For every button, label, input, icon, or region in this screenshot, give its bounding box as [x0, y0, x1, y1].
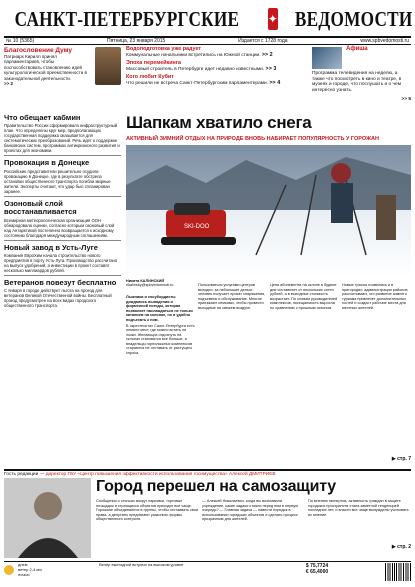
masthead	[4, 4, 411, 34]
top-left-ref: >> 2	[4, 81, 14, 87]
section-text: С января в городе действует льгота на проезд для ветеранов Великой Отечественной войны. Бесплатный проезд предусмотрен на всех видах городского общественного транспорта.	[4, 288, 112, 309]
teaser-item[interactable]	[126, 47, 308, 58]
svg-text:SKI-DOO: SKI-DOO	[184, 224, 210, 230]
teaser-item[interactable]	[126, 75, 308, 86]
footer-note: Вечер ежегодной встречи на высоком уровне	[99, 562, 184, 567]
continued-label: стр. 2	[397, 544, 411, 550]
main-continued-ref[interactable]: ▶ стр. 7	[391, 456, 411, 462]
body-paragraph: — Алексей Николаевич, когда вы возглавили учреждение, какие задачи стояли перед ним в первую очередь? — Главная задача — навести порядок в использовании городских объектов и сделать процесс прозрачным для жителей.	[202, 499, 299, 521]
body-paragraph: В окрестностях Санкт-Петербурга есть немало мест, где можно встать на лыжи. Желающих отдохнуть на склонах становится все больше, а владельцы горнолыжных комплексов стараются не отставать от растущего спроса.	[126, 323, 195, 355]
snowmobile-photo	[126, 145, 411, 277]
guest-text: — директор ГБУ «Центр повышения эффективности использования госимущества» Алексей ДМИТРИЕВ	[39, 471, 276, 477]
masthead-title-left: САНКТ-ПЕТЕРБУРГСКИЕ	[14, 6, 240, 31]
divider	[4, 240, 121, 241]
body-paragraph: По мнению экспертов, активность граждан в защите городских пространств стала заметной тенденцией последних лет, и власти все чаще вынуждены учитывать их мнение.	[308, 499, 409, 517]
patriarch-photo	[95, 47, 121, 85]
lead-paragraph: Лыжники и сноубордисты дождались выпадения и фирменной погоды, которая позволяет наслаждаться не только катанием на склонах, но и удобно подъехать к ним.	[126, 295, 193, 322]
divider	[4, 155, 121, 156]
top-left-teaser[interactable]	[4, 47, 121, 105]
teaser-ref: >> 4	[269, 79, 281, 86]
left-column	[4, 111, 121, 468]
rate-usd: $ 75,7724	[305, 563, 329, 569]
teaser-title: Водоподготовка уже радует	[126, 46, 202, 52]
afisha-thumbnail	[312, 47, 342, 69]
main-photo	[126, 145, 411, 277]
second-headline-wrap	[96, 478, 411, 498]
weather-block	[4, 563, 42, 577]
interview-photo	[4, 478, 91, 558]
section-title[interactable]: Что обещает кабмин	[4, 113, 81, 122]
body-column	[270, 283, 339, 456]
section-text: Российские представители решительно осудили провокацию в Донецке, где в результате обстрела остановки общественного транспорта погибли мирные жители. Эксперты считают, что удар был спланирован заранее.	[4, 168, 111, 194]
site-link[interactable]: www.spbvedomosti.ru	[360, 38, 409, 44]
continued-label: стр. 7	[397, 456, 411, 462]
second-body	[96, 499, 411, 554]
byline-email[interactable]: nkalinsky@spbvedomosti.ru	[126, 283, 174, 288]
teaser-title: Эпоха перемейкинга	[126, 60, 182, 67]
weather-night: ночью	[18, 571, 30, 577]
main-body	[126, 283, 411, 456]
afisha-text: Программа телевидения на неделю, а также что посмотреть в кино и театре, в музеях и городе, что послушать и о чем интересно узнать.	[312, 71, 402, 93]
body-paragraph: Новые трассы появились и в пригородах: администрации районов рассчитывают, что развитие зимнего туризма привлечет дополнительных гостей и создаст рабочие места для местных жителей.	[342, 283, 408, 310]
body-paragraph: Цена абонемента на склоне в будние дни составляет от нескольких сотен рублей, а в выходные стоимость возрастает. По словам руководителей комплексов, посещаемость выросла по сравнению с прошлым сезоном.	[270, 283, 338, 310]
currency-rates	[306, 563, 328, 575]
section-text: Правительство России сформировало инфраструктурный план. Что определены круг мер, предполагающих государственная поддержка оказывается для систематических преобразований. Речь идет о поддержке банковских систем, программах антикризисного развития и проектах для экономики.	[4, 123, 120, 154]
divider	[4, 275, 121, 276]
section-text: Всемирная метеорологическая организация ООН обнародовала оценки, согласно которым озоновый слой над Антарктикой постепенно возвращается к исходному состоянию благодаря международным соглашениям.	[4, 217, 115, 238]
teaser-item[interactable]	[126, 61, 308, 72]
guest-line	[4, 469, 411, 476]
divider	[4, 196, 121, 197]
guest-label: Гость редакции	[4, 471, 39, 477]
afisha-ref: >> 5	[401, 97, 411, 102]
teaser-text: Что решили не встреча Санкт-Петербургским парламентерами.	[126, 80, 269, 86]
issue-number: № 10 (5365)	[6, 38, 35, 44]
top-strip	[4, 47, 411, 105]
afisha-teaser[interactable]	[312, 47, 411, 105]
second-headline[interactable]: Город перешел на самозащиту	[96, 478, 336, 495]
main-deck: АКТИВНЫЙ ЗИМНИЙ ОТДЫХ НА ПРИРОДЕ ВНОВЬ НАБИРАЕТ ПОПУЛЯРНОСТЬ У ГОРОЖАН	[126, 136, 379, 142]
footer	[4, 561, 411, 583]
masthead-title-right: ВЕДОМОСТИ	[294, 6, 413, 31]
barcode-icon	[385, 563, 411, 581]
body-column	[126, 283, 195, 456]
teaser-ref: >> 3	[265, 65, 277, 72]
section-text: Компания ЕвроХим начала строительство нового предприятия в порту Усть-Луга. Производство рассчитано на выпуск удобрений, а инвестиции в проект составят несколько миллиардов рублей.	[4, 253, 118, 274]
body-column	[198, 283, 267, 456]
main-headline-wrap	[126, 114, 411, 134]
weather-wind: ветер 2-4 м/с	[18, 566, 43, 572]
afisha-label: Афиша	[346, 46, 368, 52]
main-headline[interactable]: Шапкам хватило снега	[126, 113, 312, 132]
top-left-text: Патриарх Кирилл принял парламентариев, чтобы поспособствовать становлению идей культурологической преемственности в законодательной деятельности.	[4, 54, 87, 81]
city-emblem-icon: ✦	[268, 8, 278, 30]
weather-day: днем	[18, 562, 28, 567]
teaser-title: Кого любит Кубит	[126, 74, 174, 81]
rate-eur: € 65,4000	[305, 569, 329, 575]
dateline	[4, 36, 411, 45]
teaser-text: Коммунальные начальники встретились на Южной станции.	[126, 52, 261, 58]
top-left-title: Благословение Думу	[4, 47, 72, 54]
section-title[interactable]: Провокация в Донецке	[4, 158, 90, 168]
section-title[interactable]: Озоновый слой восстанавливается	[4, 198, 77, 217]
body-paragraph: Сообщения о стычках вокруг парковки, торговых площадок и строящихся объектов приходят все чаще. Горожане объединяются в группы, чтобы отстаивать свои права, а депутаты предлагают узаконить формы общественного контроля.	[96, 499, 199, 521]
sun-icon	[4, 565, 14, 575]
body-paragraph: Пользоваться услугами центров выгодно: за небольшие деньги человек получает прокат снаряжения, подъемник и обслуживание. Многие приезжают семьями, чтобы провести выходные на свежем воздухе.	[198, 283, 266, 310]
founded-note: Издается с 1728 года	[238, 38, 288, 44]
top-mid-teasers	[126, 47, 308, 105]
section-title[interactable]: Новый завод в Усть-Луге	[4, 242, 98, 252]
issue-date: Пятница, 23 января 2015	[106, 38, 166, 44]
byline-name: Никита КАЛИНСКИЙ	[126, 279, 165, 283]
section-title[interactable]: Ветеранов повезут бесплатно	[4, 278, 117, 288]
portrait-photo	[4, 478, 91, 558]
body-column	[342, 283, 411, 456]
teaser-text: Массовый строитель в Петербурге идет недавно известными.	[126, 66, 265, 72]
second-continued-ref[interactable]: ▶ стр. 2	[391, 544, 411, 550]
teaser-ref: >> 2	[261, 51, 273, 58]
